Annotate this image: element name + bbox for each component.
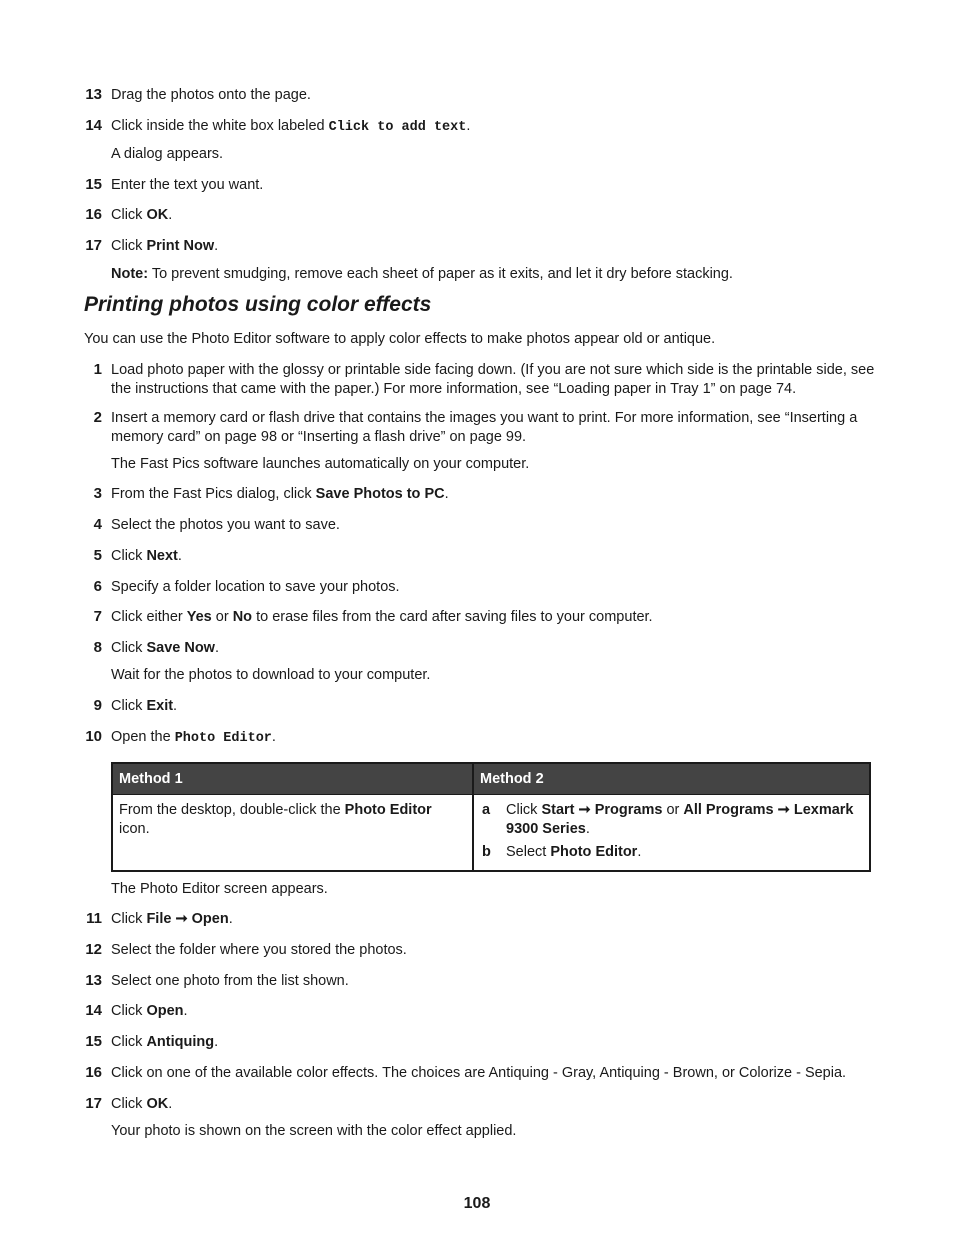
step-text: Click Print Now. xyxy=(111,238,219,254)
step-text: Open the Photo Editor. xyxy=(111,729,276,746)
step-text: Specify a folder location to save your photos. xyxy=(111,579,400,595)
step-text: Click Next. xyxy=(111,548,182,564)
step-2-result: The Fast Pics software launches automatically on your computer. xyxy=(111,456,530,472)
step-text: Click either Yes or No to erase files from the card after saving files to your computer. xyxy=(111,609,653,625)
step-number: 15 xyxy=(85,1033,102,1050)
step-text: Click OK. xyxy=(111,207,173,223)
step-14-result: A dialog appears. xyxy=(111,146,224,162)
step-number: 2 xyxy=(93,409,102,426)
step-text: Insert a memory card or flash drive that contains the images you want to print. For more information, see “Inserting a memory card” on page 98 or “Inserting a flash drive” on page 99. xyxy=(111,410,858,445)
step-text: Select the folder where you stored the photos. xyxy=(111,942,407,958)
step-text: Enter the text you want. xyxy=(111,177,264,193)
step-text: Load photo paper with the glossy or printable side facing down. (If you are not sure which side is the printable side, see the instructions that came with the paper.) For more information, see “Loading paper in Tray 1” on page 74. xyxy=(111,362,875,397)
step-number: 11 xyxy=(86,910,102,927)
step-number: 4 xyxy=(93,516,102,533)
step-number: 17 xyxy=(85,237,102,254)
step-text: Click OK. xyxy=(111,1096,173,1112)
section-intro: You can use the Photo Editor software to apply color effects to make photos appear old or antique. xyxy=(84,331,716,347)
ui-label-code: Photo Editor xyxy=(174,731,272,746)
method-1-cell: From the desktop, double-click the Photo Editor icon. xyxy=(112,795,473,872)
step-number: 12 xyxy=(85,941,102,958)
step-number: 8 xyxy=(93,639,102,656)
step-10-result: The Photo Editor screen appears. xyxy=(111,881,328,897)
step-17-result: Your photo is shown on the screen with the color effect applied. xyxy=(111,1123,517,1139)
table-row xyxy=(112,795,870,872)
step-number: 5 xyxy=(93,547,102,564)
substep-b: b Select Photo Editor. xyxy=(482,844,642,860)
step-text: Select one photo from the list shown. xyxy=(111,973,349,989)
note-label: Note: xyxy=(111,266,149,282)
step-number: 1 xyxy=(93,361,102,378)
step-number: 3 xyxy=(93,485,102,502)
step-number: 16 xyxy=(85,206,102,223)
step-8-result: Wait for the photos to download to your computer. xyxy=(111,667,431,683)
step-number: 16 xyxy=(85,1064,102,1081)
step-number: 9 xyxy=(93,697,102,714)
table-header-method-2: Method 2 xyxy=(473,763,870,795)
step-text: Click Antiquing. xyxy=(111,1034,219,1050)
step-number: 10 xyxy=(85,728,102,745)
page-number: 108 xyxy=(463,1195,491,1212)
step-number: 7 xyxy=(93,608,102,625)
substep-a: a Click Start ➞ Programs or All Programs ➞ Lexmark 9300 Series. xyxy=(482,802,854,837)
step-number: 14 xyxy=(85,1002,102,1019)
step-text: Click inside the white box labeled Click to add text. xyxy=(111,118,471,135)
table-header-method-1: Method 1 xyxy=(112,763,473,795)
step-text: Click Save Now. xyxy=(111,640,219,656)
table-header-row xyxy=(112,763,870,795)
step-number: 14 xyxy=(85,117,102,134)
step-number: 13 xyxy=(85,86,102,103)
step-text: Click File ➞ Open. xyxy=(111,911,233,927)
step-number: 17 xyxy=(85,1095,102,1112)
methods-table xyxy=(111,762,871,872)
method-2-cell xyxy=(473,795,870,872)
step-text: Drag the photos onto the page. xyxy=(111,87,311,103)
ui-label-code: Click to add text xyxy=(328,120,467,135)
section-title: Printing photos using color effects xyxy=(84,293,432,316)
substep-letter: b xyxy=(482,844,491,860)
note: Note: To prevent smudging, remove each sheet of paper as it exits, and let it dry before stacking. xyxy=(111,266,733,282)
step-number: 13 xyxy=(85,972,102,989)
arrow-icon: ➞ xyxy=(773,802,794,818)
step-number: 15 xyxy=(85,176,102,193)
arrow-icon: ➞ xyxy=(574,802,595,818)
step-number: 6 xyxy=(93,578,102,595)
step-text: Select the photos you want to save. xyxy=(111,517,340,533)
step-text: Click Exit. xyxy=(111,698,178,714)
step-text: Click on one of the available color effects. The choices are Antiquing - Gray, Antiquing - Brown, or Colorize - Sepia. xyxy=(111,1065,847,1081)
step-text: From the Fast Pics dialog, click Save Photos to PC. xyxy=(111,486,449,502)
step-text: Click Open. xyxy=(111,1003,188,1019)
substep-letter: a xyxy=(482,802,491,818)
arrow-icon: ➞ xyxy=(171,911,192,927)
